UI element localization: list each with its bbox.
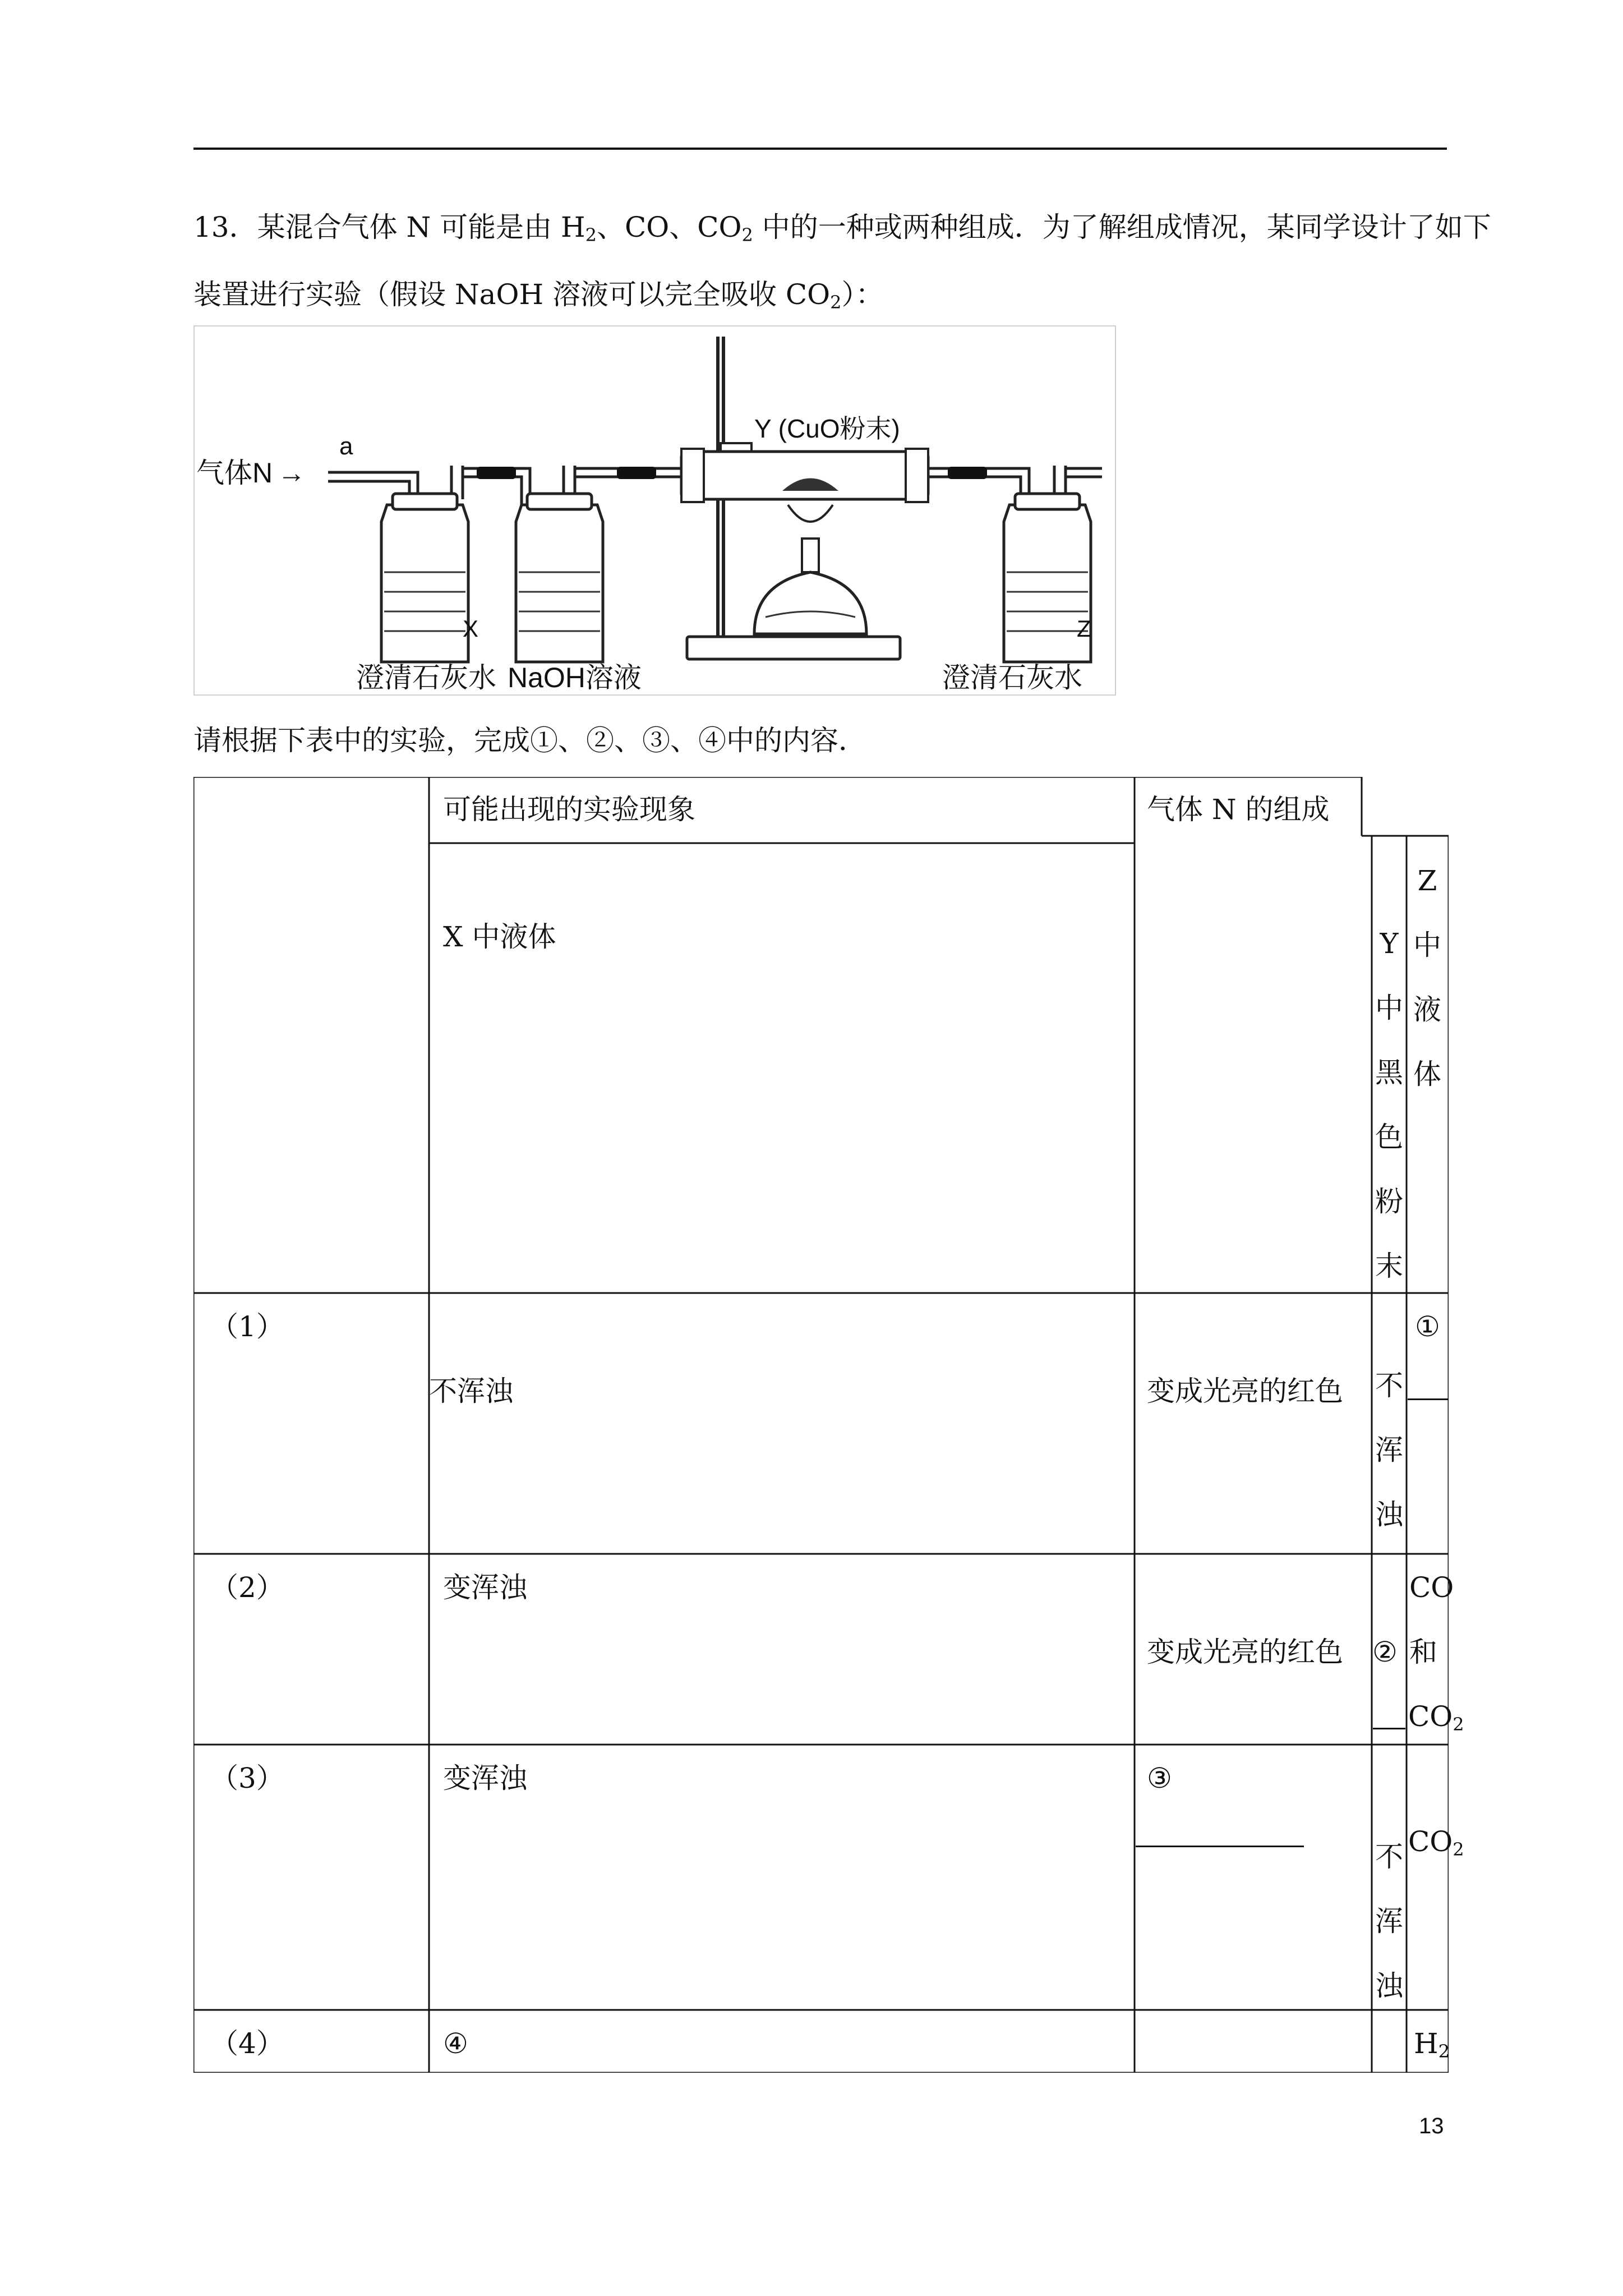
row-4-x-blank-marker[interactable]: ④	[443, 2027, 468, 2060]
question-line-1: 13．某混合气体 N 可能是由 $H_2$、CO、$CO_2$ 中的一种或两种组成．为了解组成情况，某同学设计了如下	[193, 211, 1491, 246]
question-line-2: 装置进行实验（假设 NaOH 溶液可以完全吸收 $CO_2$）：	[193, 278, 884, 313]
answer-blank-3[interactable]	[1136, 1846, 1304, 1847]
row-1-y: 变成光亮的红色	[1147, 1375, 1343, 1407]
header-rule	[193, 148, 1447, 150]
row-3-number: （3）	[210, 1762, 284, 1795]
answer-blank-1[interactable]	[1408, 1398, 1448, 1400]
row-2-n-co: CO	[1409, 1571, 1454, 1604]
col-y-black-powder: Y 中黑色粉末	[1375, 927, 1403, 1282]
row-3-z: 不浑浊	[1375, 1841, 1403, 2002]
row-3-x: 变浑浊	[443, 1762, 527, 1795]
instruction-text: 请根据下表中的实验，完成①、②、③、④中的内容．	[193, 724, 866, 757]
bottle-x-label: X	[463, 615, 479, 642]
row-2-number: （2）	[210, 1571, 284, 1604]
row-1-number: （1）	[210, 1310, 284, 1343]
row-1-z: 不浑浊	[1375, 1369, 1403, 1531]
col-x-liquid: X 中液体	[443, 921, 556, 953]
row-2-n-and: 和	[1409, 1636, 1437, 1668]
row-2-x: 变浑浊	[443, 1571, 527, 1604]
row-2-z-blank-marker: ②	[1372, 1636, 1398, 1668]
tube-y-label: Y (CuO粉末)	[754, 414, 900, 443]
answer-blank-2[interactable]	[1373, 1728, 1405, 1729]
caption-limewater-x: 澄清石灰水	[356, 662, 496, 693]
gas-arrow: →	[278, 457, 306, 489]
caption-limewater-z: 澄清石灰水	[942, 662, 1082, 693]
header-composition: 气体 N 的组成	[1147, 793, 1330, 826]
apparatus-diagram	[193, 325, 1116, 696]
results-table	[193, 777, 1464, 2073]
row-1-x: 不浑浊	[429, 1375, 513, 1407]
page-number: 13	[1419, 2114, 1444, 2138]
table-grid	[193, 777, 1449, 2073]
row-2-n-co2: $CO_2$	[1408, 1700, 1464, 1735]
row-1-n-blank-marker: ①	[1415, 1310, 1440, 1343]
row-4-n: $H_2$	[1414, 2027, 1450, 2062]
gas-n-label: 气体N	[196, 457, 273, 489]
row-3-n: $CO_2$	[1408, 1825, 1464, 1860]
row-4-number: （4）	[210, 2027, 284, 2060]
question-number: 13．	[193, 211, 257, 243]
col-z-liquid: Z 中液体	[1413, 864, 1441, 1091]
caption-naoh: NaOH溶液	[508, 662, 642, 693]
inlet-label: a	[339, 432, 353, 460]
header-phenomena: 可能出现的实验现象	[443, 793, 695, 826]
row-2-y: 变成光亮的红色	[1147, 1636, 1343, 1668]
bottle-z-label: Z	[1077, 615, 1091, 642]
row-3-y-blank-marker: ③	[1147, 1762, 1172, 1795]
